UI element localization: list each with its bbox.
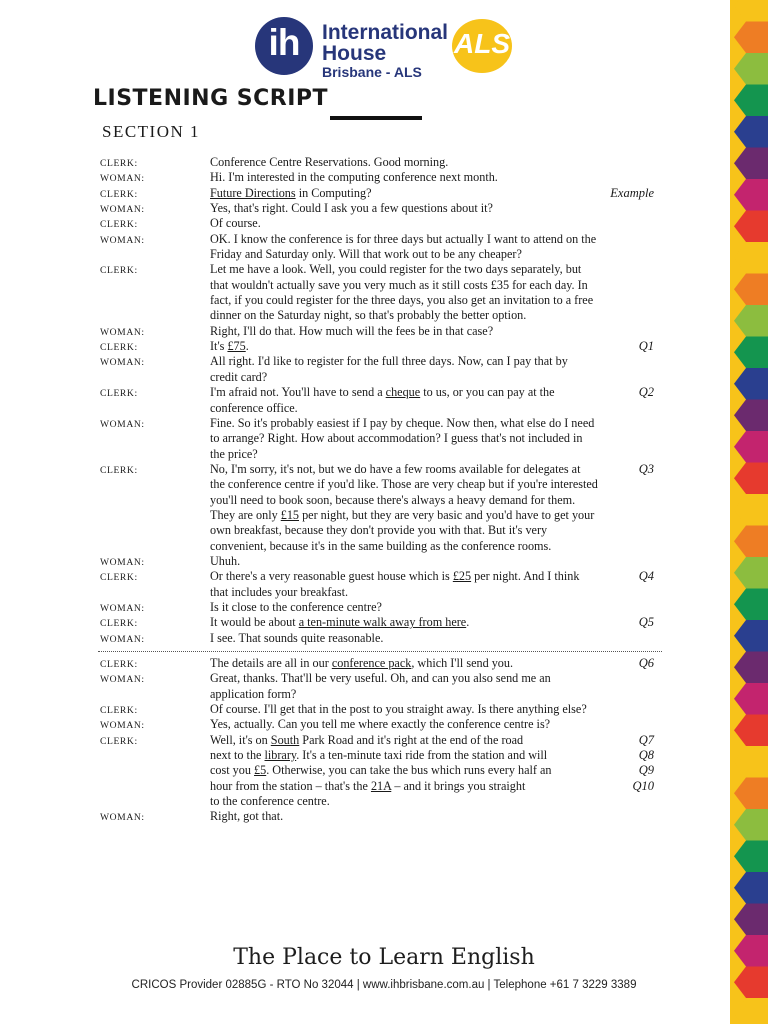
dialogue-segment: Well, it's on [210, 732, 271, 747]
dialogue-segment: OK. I know the conference is for three days but actually I want to attend on the Friday and Saturday only. Will that work out to be any cheaper? [210, 231, 597, 262]
dialogue-segment: Is it close to the conference centre? [210, 599, 382, 614]
answer-underlined: conference pack [331, 656, 412, 670]
logo-name-line1: International [322, 21, 449, 44]
speaker-label: CLERK: [100, 572, 138, 584]
answer-underlined: £5 [254, 763, 267, 778]
transcript-line [100, 201, 660, 216]
dialogue-text [210, 186, 371, 200]
dialogue-text [210, 462, 598, 553]
dialogue-text [210, 671, 551, 700]
transcript-line [100, 324, 660, 339]
transcript-line [100, 262, 660, 323]
dialogue-segment: I see. That sounds quite reasonable. [210, 630, 384, 645]
dialogue-segment: All right. I'd like to register for the full three days. Now, can I pay that by credit card? [210, 354, 568, 384]
dialogue-segment: Park Road and it's right at the end of the road [299, 732, 524, 747]
dialogue-segment: It would be about [210, 615, 299, 630]
speaker-label: CLERK: [100, 158, 138, 169]
question-marker: Q8 [638, 748, 654, 763]
transcript-line [100, 155, 660, 170]
speaker-label: CLERK: [100, 219, 138, 231]
dialogue-text [210, 569, 579, 598]
als-logo-badge [452, 19, 512, 73]
dialogue-text [210, 339, 249, 353]
answer-underlined: £25 [452, 569, 472, 584]
transcript-line [100, 462, 660, 554]
dialogue-segment: Yes, actually. Can you tell me where exactly the conference centre is? [210, 717, 551, 732]
speaker-label: WOMAN: [100, 357, 145, 369]
answer-underlined: cheque [385, 385, 421, 400]
speaker-label: CLERK: [100, 388, 138, 400]
question-marker: Q6 [638, 656, 654, 670]
dialogue-text [210, 702, 587, 716]
ih-logo-mark [255, 17, 313, 75]
transcript-line [100, 656, 660, 671]
dialogue-segment: to the conference centre. [210, 794, 330, 809]
speaker-label: WOMAN: [100, 234, 145, 246]
speaker-label: WOMAN: [100, 602, 145, 614]
transcript-line [100, 554, 660, 569]
dialogue-segment: Right, I'll do that. How much will the fees be in that case? [210, 323, 494, 338]
dialogue-segment: . Otherwise, you can take the bus which runs every half an [266, 763, 552, 778]
dialogue-segment: . [466, 615, 470, 630]
dialogue-segment: in Computing? [295, 185, 372, 200]
title-underline-rule [330, 116, 422, 120]
dialogue-text [210, 717, 550, 731]
dialogue-text [210, 779, 525, 793]
dialogue-text [210, 201, 493, 215]
transcript-line [100, 232, 660, 263]
dialogue-text [210, 232, 596, 261]
answer-underlined: library [264, 748, 297, 763]
speaker-label: WOMAN: [100, 418, 145, 430]
dialogue-text [210, 794, 330, 808]
speaker-label: CLERK: [100, 188, 138, 200]
decorative-chevron-border [730, 0, 768, 1024]
question-marker: Q10 [632, 778, 654, 793]
dialogue-segment: The details are all in our [210, 656, 332, 670]
question-marker: Q4 [638, 569, 654, 584]
ih-logo-letters: ih [268, 22, 300, 63]
transcript-line [100, 416, 660, 462]
als-logo-letters: ALS [454, 28, 510, 59]
logo-wordmark [322, 22, 448, 79]
dialogue-text [210, 155, 448, 169]
dialogue-segment: It's [210, 339, 228, 354]
transcript-line [100, 615, 660, 630]
dialogue-text [210, 416, 594, 461]
dialogue-segment: Fine. So it's probably easiest if I pay by cheque. Now then, what else do I need to arrange? Right. How about accommodation? I guess that's not included in the price? [210, 415, 595, 461]
dialogue-segment: Right, got that. [210, 809, 284, 824]
answer-underlined: £15 [280, 507, 300, 522]
dialogue-segment: I'm afraid not. You'll have to send a [210, 385, 386, 400]
transcript-line [100, 385, 660, 416]
dialogue-segment: Or there's a very reasonable guest house which is [210, 569, 453, 584]
question-marker: Q3 [638, 461, 654, 476]
transcript-line [100, 186, 660, 201]
dialogue-segment: No, I'm sorry, it's not, but we do have a few rooms available for delegates at the conference centre if you'd like. Those are very cheap but if you're interested you'll need to book soon, because there's always a heavy demand for them. They are only [210, 461, 598, 522]
transcript-line [100, 809, 660, 824]
dialogue-text [210, 631, 383, 645]
dialogue-segment: Let me have a look. Well, you could register for the two days separately, but that wouldn't actually save you very much as it still costs £35 for each day. In fact, if you could register for the three days, you also get an invitation to a free dinner on the Saturday night, so that's probably the better option. [210, 262, 594, 323]
speaker-label: CLERK: [100, 342, 138, 354]
dialogue-text [210, 656, 513, 670]
dialogue-segment: Uhuh. [210, 553, 241, 568]
dialogue-text [210, 733, 523, 747]
speaker-label: WOMAN: [100, 173, 145, 185]
transcript-line [100, 763, 660, 778]
transcript [100, 155, 660, 825]
speaker-label: WOMAN: [100, 674, 145, 686]
dialogue-text [210, 615, 469, 629]
dialogue-text [210, 385, 555, 414]
transcript-line [100, 733, 660, 748]
question-marker: Q9 [638, 763, 654, 778]
question-marker: Q5 [638, 615, 654, 630]
transcript-line [100, 702, 660, 717]
speaker-label: CLERK: [100, 735, 138, 747]
transcript-line [100, 631, 660, 646]
speaker-label: CLERK: [100, 265, 138, 277]
dialogue-text [210, 170, 498, 184]
dialogue-text [210, 262, 593, 322]
dialogue-segment: Great, thanks. That'll be very useful. Oh, and can you also send me an application form? [210, 671, 551, 701]
page-title: LISTENING SCRIPT [93, 86, 329, 111]
dialogue-segment: per night, but they are very basic and you'd have to get your own breakfast, because they don't provide you with that. But it's very convenient, because it's in the same building as the conference rooms. [210, 507, 595, 553]
dialogue-segment: – and it brings you straight [391, 778, 526, 793]
question-marker: Q2 [638, 385, 654, 400]
footer-contact-line: CRICOS Provider 02885G - RTO No 32044 | www.ihbrisbane.com.au | Telephone +61 7 3229 3389 [131, 979, 637, 991]
speaker-label: WOMAN: [100, 204, 145, 216]
speaker-label: WOMAN: [100, 326, 145, 338]
section-divider [98, 651, 662, 652]
speaker-label: WOMAN: [100, 812, 145, 824]
dialogue-segment: next to the [210, 748, 265, 763]
dialogue-text [210, 324, 493, 338]
answer-underlined: a ten-minute walk away from here [298, 615, 467, 630]
answer-underlined: Future Directions [210, 185, 296, 200]
transcript-line [100, 794, 660, 809]
transcript-line [100, 671, 660, 702]
logo-name-line3: Brisbane - ALS [322, 64, 422, 80]
dialogue-segment: to us, or you can pay at the conference office. [210, 385, 555, 415]
dialogue-text [210, 748, 547, 762]
speaker-label: CLERK: [100, 705, 138, 717]
speaker-label: CLERK: [100, 618, 138, 630]
logo-name-line2: House [322, 42, 387, 65]
footer-tagline: The Place to Learn English [233, 945, 535, 970]
dialogue-segment: cost you [210, 763, 255, 778]
dialogue-segment: hour from the station – that's the [210, 778, 371, 793]
dialogue-segment: Yes, that's right. Could I ask you a few questions about it? [210, 201, 493, 216]
answer-underlined: South [270, 732, 300, 747]
dialogue-text [210, 554, 240, 568]
section-heading: SECTION 1 [102, 122, 201, 141]
dialogue-segment: . It's a ten-minute taxi ride from the station and will [296, 748, 548, 763]
transcript-line [100, 569, 660, 600]
speaker-label: CLERK: [100, 464, 138, 476]
dialogue-text [210, 809, 283, 823]
transcript-line [100, 170, 660, 185]
question-marker: Q7 [638, 732, 654, 747]
question-marker: Q1 [638, 339, 654, 354]
speaker-label: WOMAN: [100, 556, 145, 568]
dialogue-segment: per night. And I think that includes your breakfast. [210, 569, 580, 599]
dialogue-text [210, 216, 261, 230]
speaker-label: WOMAN: [100, 720, 145, 732]
transcript-line [100, 600, 660, 615]
answer-underlined: £75 [227, 339, 246, 354]
answer-underlined: 21A [370, 778, 392, 793]
transcript-line [100, 717, 660, 732]
dialogue-segment: . [245, 339, 249, 354]
dialogue-segment: Conference Centre Reservations. Good morning. [210, 155, 449, 169]
speaker-label: WOMAN: [100, 633, 145, 645]
dialogue-segment: Hi. I'm interested in the computing conference next month. [210, 170, 498, 185]
transcript-line [100, 216, 660, 231]
question-marker: Example [610, 185, 654, 200]
transcript-line [100, 779, 660, 794]
speaker-label: CLERK: [100, 659, 138, 670]
dialogue-segment: Of course. [210, 216, 261, 231]
dialogue-text [210, 354, 568, 383]
dialogue-segment: Of course. I'll get that in the post to you straight away. Is there anything else? [210, 702, 587, 717]
dialogue-text [210, 763, 552, 777]
dialogue-segment: , which I'll send you. [411, 656, 514, 670]
transcript-line [100, 748, 660, 763]
transcript-line [100, 339, 660, 354]
transcript-line [100, 354, 660, 385]
dialogue-text [210, 600, 382, 614]
